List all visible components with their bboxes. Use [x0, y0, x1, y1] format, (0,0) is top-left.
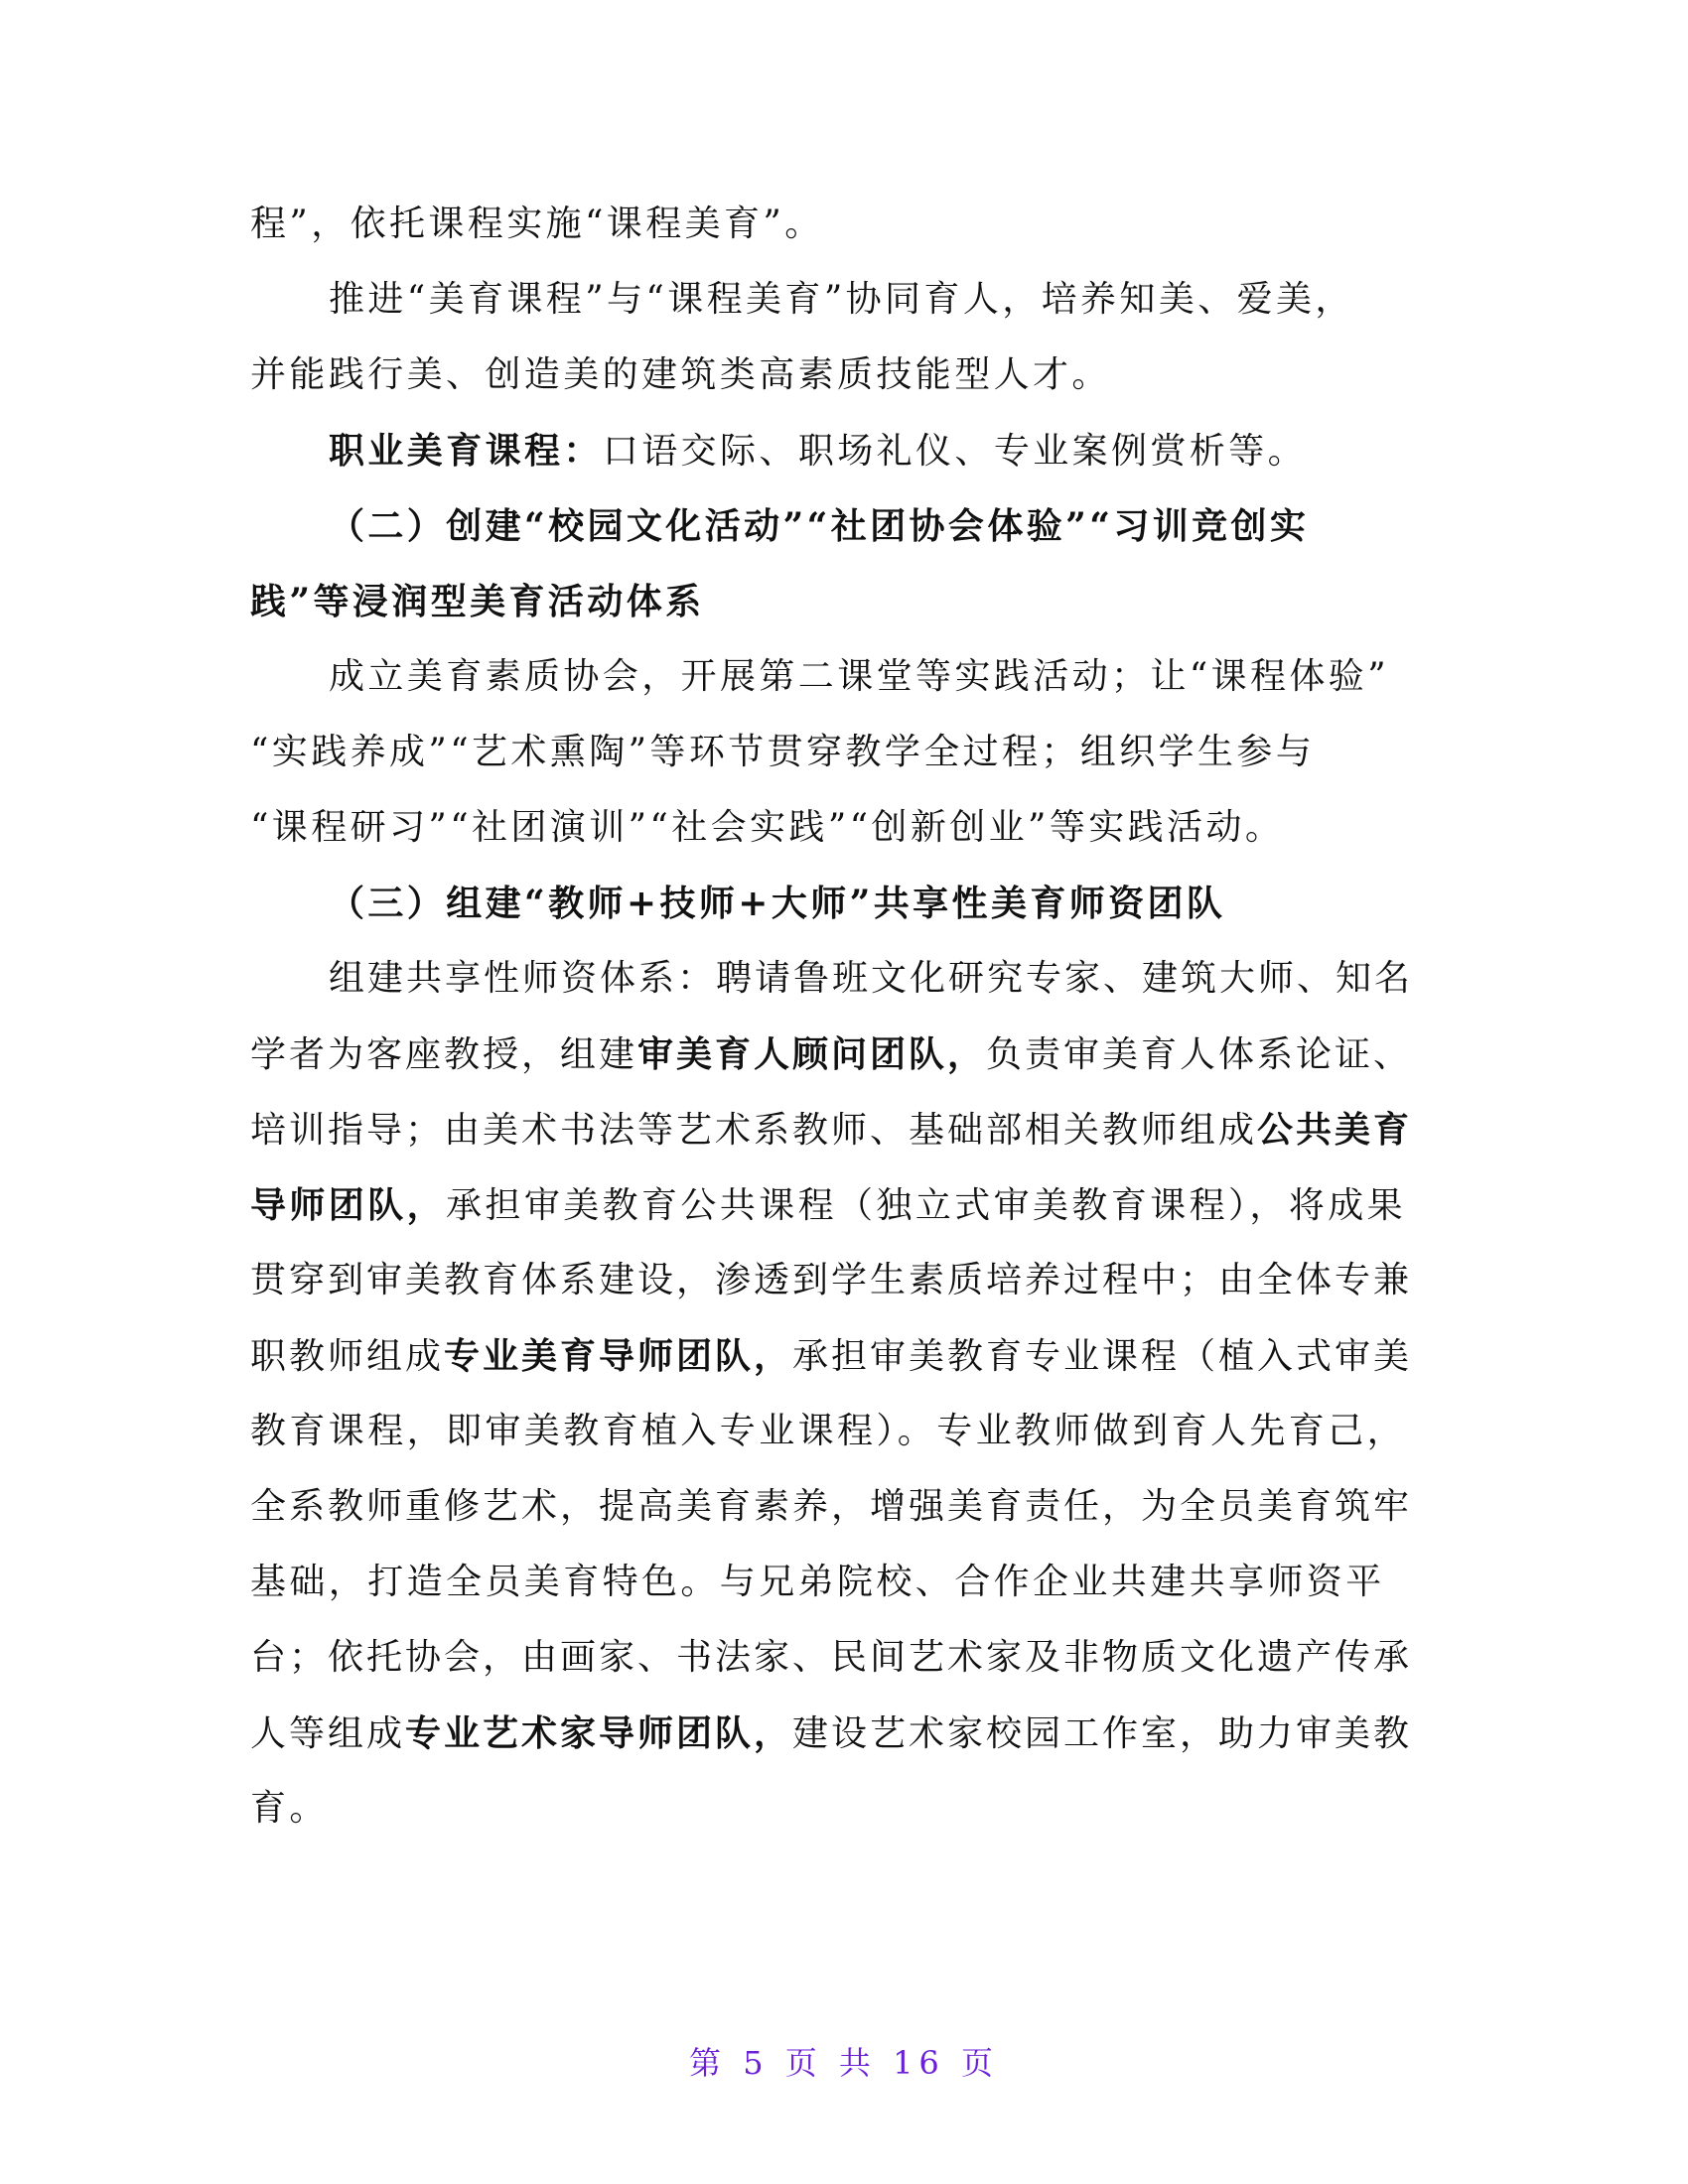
text-line: 基础，打造全员美育特色。与兄弟院校、合作企业共建共享师资平 [250, 1562, 1385, 1602]
bold-term: 专业美育导师团队， [444, 1335, 793, 1377]
bold-term: 公共美育 [1257, 1109, 1413, 1151]
text-line: 并能践行美、创造美的建筑类高素质技能型人才。 [250, 354, 1111, 395]
text-line: 职教师组成专业美育导师团队，承担审美教育专业课程（植入式审美 [250, 1335, 1413, 1377]
text-line: 推进“美育课程”与“课程美育”协同育人，培养知美、爱美， [329, 279, 1354, 320]
text-line: 育。 [250, 1788, 329, 1829]
text-line: 程”，依托课程实施“课程美育”。 [250, 204, 824, 244]
text-line: 教育课程，即审美教育植入专业课程）。专业教师做到育人先育己， [250, 1411, 1407, 1451]
text-line: 台；依托协会，由画家、书法家、民间艺术家及非物质文化遗产传承 [250, 1637, 1413, 1678]
bold-term: 导师团队， [250, 1184, 447, 1226]
page-number-footer: 第 5 页 共 16 页 [689, 2044, 999, 2082]
text-line: 组建共享性师资体系：聘请鲁班文化研究专家、建筑大师、知名 [329, 958, 1414, 999]
text-line: 学者为客座教授，组建审美育人顾问团队，负责审美育人体系论证、 [250, 1033, 1413, 1075]
text-line: 人等组成专业艺术家导师团队，建设艺术家校园工作室，助力审美教 [250, 1712, 1413, 1754]
text-line: 培训指导；由美术书法等艺术系教师、基础部相关教师组成公共美育 [250, 1109, 1413, 1151]
text-line: 职业美育课程：口语交际、职场礼仪、专业案例赏析等。 [329, 430, 1308, 472]
bold-term: 职业美育课程： [329, 430, 603, 472]
document-body [250, 187, 1414, 1846]
text-line: 贯穿到审美教育体系建设，渗透到学生素质培养过程中；由全体专兼 [250, 1260, 1413, 1300]
text-line: 导师团队，承担审美教育公共课程（独立式审美教育课程），将成果 [250, 1184, 1407, 1226]
bold-term: 专业艺术家导师团队， [405, 1712, 793, 1754]
bold-term: 审美育人顾问团队， [637, 1033, 987, 1075]
section-heading: 践”等浸润型美育活动体系 [250, 581, 705, 622]
text-line: 全系教师重修艺术，提高美育素养，增强美育责任，为全员美育筑牢 [250, 1486, 1413, 1527]
text-line: “实践养成”“艺术熏陶”等环节贯穿教学全过程；组织学生参与 [250, 732, 1316, 772]
text-line: “课程研习”“社团演训”“社会实践”“创新创业”等实践活动。 [250, 807, 1285, 848]
text-line: 成立美育素质协会，开展第二课堂等实践活动；让“课程体验” [329, 656, 1390, 697]
section-heading: （二）创建“校园文化活动”“社团协会体验”“习训竞创实 [329, 505, 1310, 547]
section-heading: （三）组建“教师+技师+大师”共享性美育师资团队 [329, 883, 1226, 924]
